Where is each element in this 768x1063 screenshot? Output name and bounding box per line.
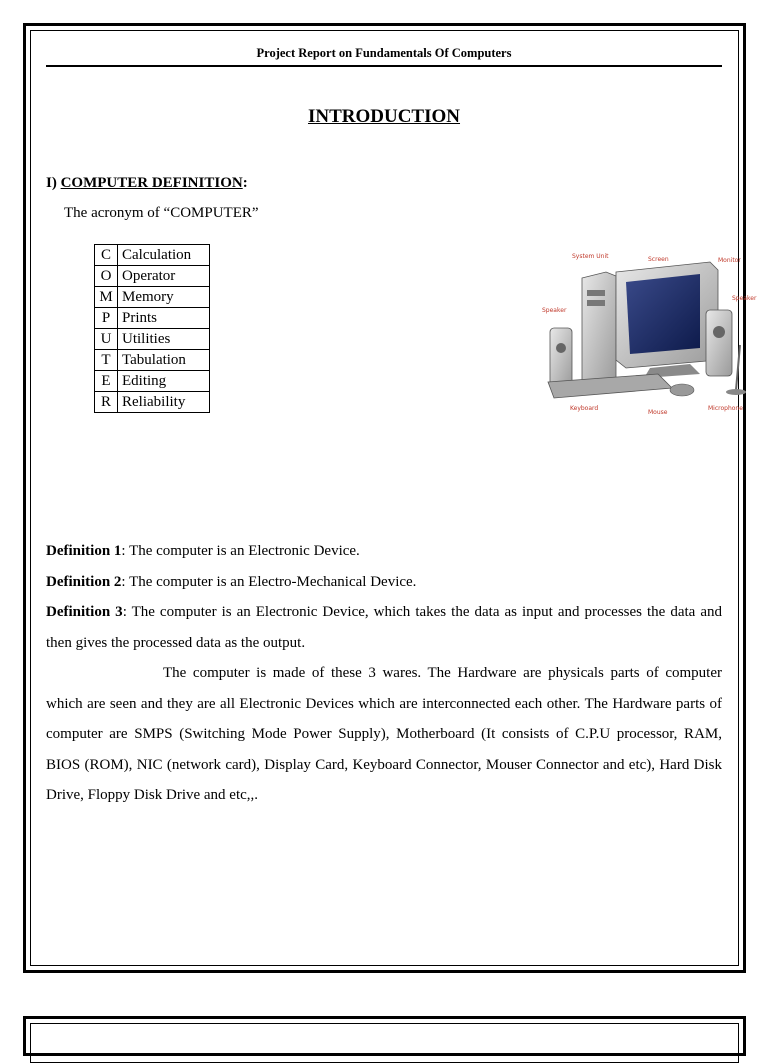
acronym-word: Tabulation: [118, 350, 210, 371]
label-mouse: Mouse: [648, 409, 668, 416]
label-speaker-right: Speaker: [732, 295, 757, 302]
system-unit-shape: [582, 272, 616, 386]
acronym-letter: R: [95, 392, 118, 413]
acronym-table: [94, 244, 210, 413]
section-title: COMPUTER DEFINITION: [60, 175, 243, 191]
acronym-letter: M: [95, 287, 118, 308]
definition-text: : The computer is an Electronic Device, which takes the data as input and processes the data and then gives the processed data as the output.: [46, 604, 722, 651]
acronym-letter: O: [95, 266, 118, 287]
hardware-paragraph: [46, 658, 722, 811]
acronym-word: Utilities: [118, 329, 210, 350]
label-keyboard: Keyboard: [570, 405, 599, 412]
definition-text: : The computer is an Electro-Mechanical Device.: [121, 573, 417, 590]
monitor-shape: [616, 262, 718, 378]
table-row: [95, 266, 210, 287]
label-screen: Screen: [648, 256, 669, 263]
definition-label: Definition 2: [46, 573, 122, 590]
definition-3: [46, 597, 722, 658]
acronym-letter: P: [95, 308, 118, 329]
table-row: [95, 329, 210, 350]
page-title: [46, 106, 722, 128]
mouse-shape: [670, 384, 694, 396]
acronym-letter: E: [95, 371, 118, 392]
section-colon: :: [242, 175, 248, 191]
table-row: [95, 245, 210, 266]
table-row: [95, 392, 210, 413]
acronym-word: Prints: [118, 308, 210, 329]
acronym-letter: T: [95, 350, 118, 371]
acronym-word: Reliability: [118, 392, 210, 413]
acronym-word: Memory: [118, 287, 210, 308]
running-header: Project Report on Fundamentals Of Computers: [256, 46, 512, 60]
table-row: [95, 350, 210, 371]
speaker-left-shape: [550, 328, 572, 388]
next-page-border-inner: [30, 1023, 739, 1063]
label-system-unit: System Unit: [572, 253, 609, 260]
paragraph-text: The computer is made of these 3 wares. The Hardware are physicals parts of computer which are seen and they are all Electronic Devices which are interconnected each other. The Hardware parts of computer are SMPS (Switching Mode Power Supply), Motherboard (It consists of C.P.U processor, RAM, BIOS (ROM), NIC (network card), Display Card, Keyboard Connector, Mouser Connector and etc), Hard Disk Drive, Floppy Disk Drive and etc,,.: [46, 665, 722, 803]
header-rule: [46, 65, 722, 67]
definitions-block: [46, 536, 722, 811]
label-monitor: Monitor: [718, 257, 741, 264]
acronym-letter: U: [95, 329, 118, 350]
section-heading: [46, 175, 248, 192]
table-row: [95, 287, 210, 308]
acronym-letter: C: [95, 245, 118, 266]
table-row: [95, 371, 210, 392]
speaker-right-shape: [706, 310, 732, 376]
definition-label: Definition 3: [46, 604, 123, 620]
acronym-intro: The acronym of “COMPUTER”: [64, 205, 259, 221]
acronym-word: Editing: [118, 371, 210, 392]
definition-label: Definition 1: [46, 543, 122, 559]
definition-1: [46, 536, 722, 567]
page-title-text: INTRODUCTION: [307, 106, 461, 127]
definition-2: [46, 567, 722, 598]
table-row: [95, 308, 210, 329]
label-microphone: Microphone: [708, 405, 743, 412]
computer-illustration: [540, 250, 768, 420]
acronym-word: Operator: [118, 266, 210, 287]
definition-text: : The computer is an Electronic Device.: [121, 543, 360, 559]
page-border-inner: [30, 30, 739, 966]
label-speaker-left: Speaker: [542, 307, 567, 314]
section-number: I): [46, 175, 57, 191]
acronym-word: Calculation: [118, 245, 210, 266]
